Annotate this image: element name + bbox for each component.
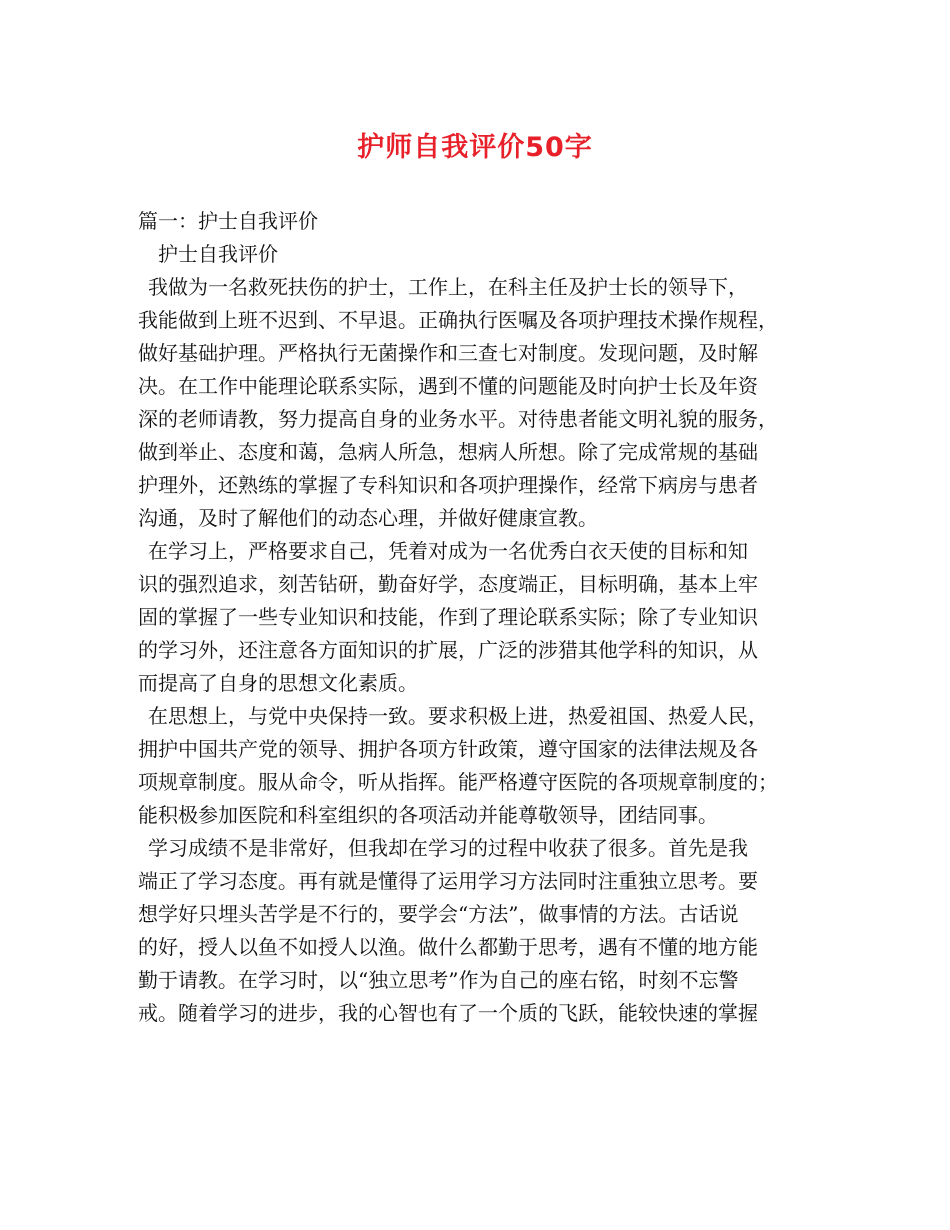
body-line: 在学习上，严格要求自己，凭着对成为一名优秀白衣天使的目标和知	[148, 539, 748, 563]
body-line: 做好基础护理。严格执行无菌操作和三查七对制度。发现问题，及时解	[138, 341, 758, 365]
body-line: 而提高了自身的思想文化素质。	[138, 671, 418, 695]
body-line: 在思想上，与党中央保持一致。要求积极上进，热爱祖国、热爱人民，	[148, 704, 768, 728]
body-line: 识的强烈追求，刻苦钻研，勤奋好学，态度端正，目标明确，基本上牢	[138, 572, 758, 596]
body-line: 勤于请教。在学习时，以“独立思考”作为自己的座右铭，时刻不忘警	[138, 968, 739, 992]
body-line: 护理外，还熟练的掌握了专科知识和各项护理操作，经常下病房与患者	[138, 473, 758, 497]
body-line: 戒。随着学习的进步，我的心智也有了一个质的飞跃，能较快速的掌握	[138, 1001, 758, 1025]
body-line: 学习成绩不是非常好，但我却在学习的过程中收获了很多。首先是我	[148, 836, 748, 860]
body-line: 想学好只埋头苦学是不行的，要学会“方法”，做事情的方法。古话说	[138, 902, 739, 926]
body-line: 的好，授人以鱼不如授人以渔。做什么都勤于思考，遇有不懂的地方能	[138, 935, 758, 959]
body-line: 决。在工作中能理论联系实际，遇到不懂的问题能及时向护士长及年资	[138, 374, 758, 398]
body-line: 能积极参加医院和科室组织的各项活动并能尊敬领导，团结同事。	[138, 803, 718, 827]
body-line: 拥护中国共产党的领导、拥护各项方针政策，遵守国家的法律法规及各	[138, 737, 758, 761]
document-title: 护师自我评价50字	[357, 132, 593, 163]
body-line: 固的掌握了一些专业知识和技能，作到了理论联系实际；除了专业知识	[138, 605, 758, 629]
body-line: 项规章制度。服从命令，听从指挥。能严格遵守医院的各项规章制度的；	[138, 770, 778, 794]
paragraph-lines	[138, 271, 828, 1030]
subheading: 护士自我评价	[158, 242, 278, 266]
body-line: 沟通，及时了解他们的动态心理，并做好健康宣教。	[138, 506, 598, 530]
document-body	[138, 205, 828, 1030]
section-heading: 篇一：护士自我评价	[138, 209, 318, 233]
body-line: 端正了学习态度。再有就是懂得了运用学习方法同时注重独立思考。要	[138, 869, 758, 893]
body-line: 的学习外，还注意各方面知识的扩展，广泛的涉猎其他学科的知识，从	[138, 638, 758, 662]
body-line: 深的老师请教，努力提高自身的业务水平。对待患者能文明礼貌的服务，	[138, 407, 778, 431]
body-line: 我做为一名救死扶伤的护士，工作上，在科主任及护士长的领导下，	[148, 275, 748, 299]
body-line: 做到举止、态度和蔼，急病人所急，想病人所想。除了完成常规的基础	[138, 440, 758, 464]
body-line: 我能做到上班不迟到、不早退。正确执行医嘱及各项护理技术操作规程，	[138, 308, 778, 332]
